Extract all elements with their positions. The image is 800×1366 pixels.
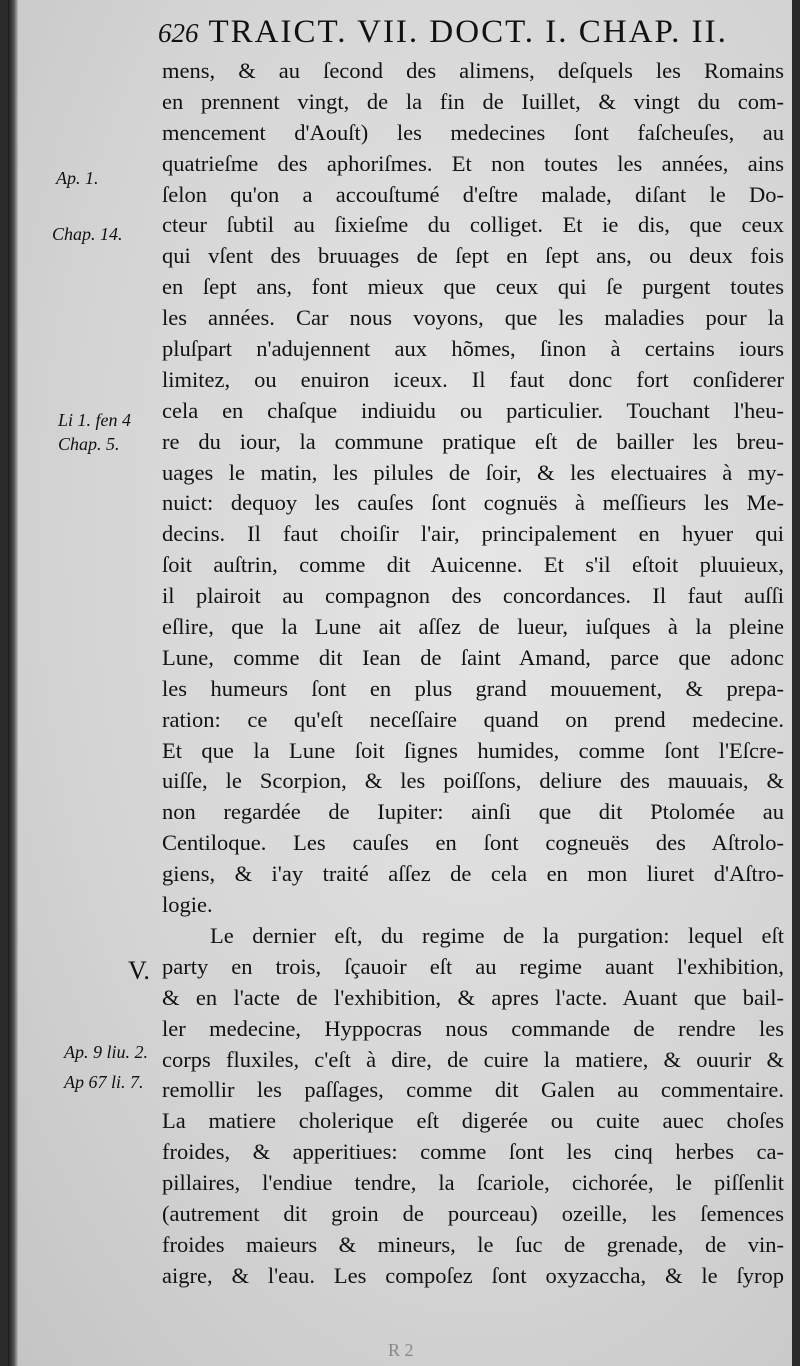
text-line: & en l'acte de l'exhibition, & apres l'acte. Auant que bail- <box>162 984 784 1010</box>
running-title: TRAICT. VII. DOCT. I. CHAP. II. <box>208 14 728 50</box>
text-line: pluſpart n'adujennent aux hõmes, ſinon à certains iours <box>162 336 784 362</box>
marginal-note-ap67: Ap 67 li. 7. <box>64 1072 144 1092</box>
text-line: nuict: dequoy les cauſes ſont cognuës à meſſieurs les Me- <box>162 490 784 516</box>
text-line: froides maieurs & mineurs, le ſuc de grenade, de vin- <box>162 1231 784 1257</box>
marginal-note-chap14: Chap. 14. <box>52 224 123 244</box>
text-line: eſlire, que la Lune ait aſſez de lueur, iuſques à la pleine <box>162 614 784 640</box>
text-line: limitez, ou enuiron iceux. Il faut donc fort conſiderer <box>162 366 784 392</box>
text-line: Et que la Lune ſoit ſignes humides, comme ſont l'Eſcre- <box>162 737 784 763</box>
text-line: Le dernier eſt, du regime de la purgation: lequel eſt <box>210 922 784 948</box>
text-line: qui vſent des bruuages de ſept en ſept ans, ou deux fois <box>162 243 784 269</box>
text-line: cteur ſubtil au ſixieſme du colliget. Et ie dis, que ceux <box>162 212 784 238</box>
text-line: mencement d'Aouſt) les medecines ſont faſcheuſes, au <box>162 119 784 145</box>
text-line: ſoit auſtrin, comme dit Auicenne. Et s'il eſtoit pluuieux, <box>162 552 784 578</box>
text-line: ler medecine, Hyppocras nous commande de rendre les <box>162 1015 784 1041</box>
text-line: aigre, & l'eau. Les compoſez ſont oxyzaccha, & le ſyrop <box>162 1262 784 1288</box>
marginal-note-li1fen4: Li 1. fen 4 <box>58 410 132 430</box>
text-line: giens, & i'ay traité aſſez de cela en mon liuret d'Aſtro- <box>162 861 784 887</box>
text-line: les humeurs ſont en plus grand mouuement, & prepa- <box>162 675 784 701</box>
text-line: (autrement dit groin de pourceau) ozeille, les ſemences <box>162 1200 784 1226</box>
text-line: party en trois, ſçauoir eſt au regime auant l'exhibition, <box>162 953 784 979</box>
marginal-note-ap1: Ap. 1. <box>56 168 99 188</box>
section-mark: V. <box>128 956 150 985</box>
running-header <box>158 14 788 54</box>
text-line: remollir les paſſages, comme dit Galen au commentaire. <box>162 1077 784 1103</box>
text-line: les années. Car nous voyons, que les maladies pour la <box>162 305 784 331</box>
text-line: quatrieſme des aphoriſmes. Et non toutes les années, ains <box>162 150 784 176</box>
text-line: re du iour, la commune pratique eſt de bailler les breu- <box>162 428 784 454</box>
page-number: 626 <box>158 18 199 48</box>
text-line: La matiere cholerique eſt digerée ou cuite auec choſes <box>162 1108 784 1134</box>
text-line: non regardée de Iupiter: ainſi que dit Ptolomée au <box>162 799 784 825</box>
text-line: en ſept ans, font mieux que ceux qui ſe purgent toutes <box>162 274 784 300</box>
book-page <box>8 0 792 1366</box>
page-gutter-shadow <box>8 0 18 1366</box>
text-line: uiſſe, le Scorpion, & les poiſſons, deliure des mauuais, & <box>162 768 784 794</box>
text-line: froides, & apperitiues: comme ſont les cinq herbes ca- <box>162 1139 784 1165</box>
marginal-note-chap5: Chap. 5. <box>58 434 120 454</box>
text-line: mens, & au ſecond des alimens, deſquels les Romains <box>162 58 784 83</box>
text-line: decins. Il faut choiſir l'air, principalement en hyuer qui <box>162 521 784 547</box>
body-text <box>162 56 784 1292</box>
text-line: en prennent vingt, de la fin de Iuillet, & vingt du com- <box>162 88 784 114</box>
text-line: Lune, comme dit Iean de ſaint Amand, parce que adonc <box>162 644 784 670</box>
text-line: Centiloque. Les cauſes en ſont cogneuës des Aſtrolo- <box>162 830 784 856</box>
text-line: uages le matin, les pilules de ſoir, & les electuaires à my- <box>162 459 784 485</box>
text-line: corps fluxiles, c'eſt à dire, de cuire la matiere, & ouurir & <box>162 1046 784 1072</box>
marginal-note-ap9: Ap. 9 liu. 2. <box>64 1042 148 1062</box>
text-line: ſelon qu'on a accouſtumé d'eſtre malade, diſant le Do- <box>162 181 784 207</box>
catchword: R 2 <box>388 1340 414 1360</box>
text-line: pillaires, l'endiue tendre, la ſcariole, cichorée, le piſſenlit <box>162 1170 784 1196</box>
text-line: logie. <box>162 892 213 918</box>
text-line: cela en chaſque indiuidu ou particulier. Touchant l'heu- <box>162 397 784 423</box>
text-line: ration: ce qu'eſt neceſſaire quand on prend medecine. <box>162 706 784 732</box>
text-line: il plairoit au compagnon des concordances. Il faut auſſi <box>162 583 784 609</box>
